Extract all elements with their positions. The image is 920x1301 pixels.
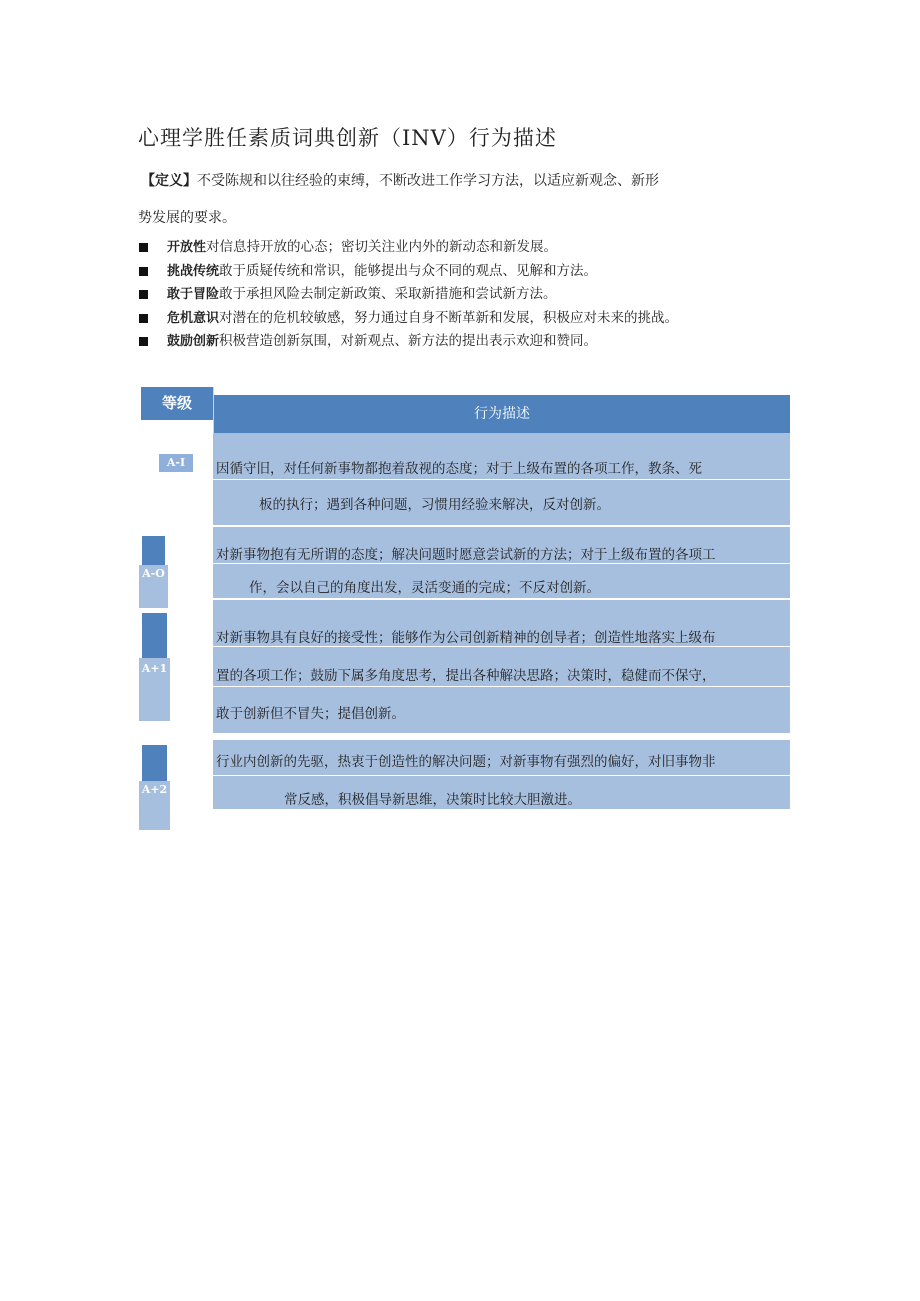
square-bullet-icon xyxy=(139,267,148,276)
list-item xyxy=(139,236,678,260)
bullet-text: 敢于承担风险去制定新政策、采取新措施和尝试新方法。 xyxy=(219,286,557,302)
list-item xyxy=(139,283,678,307)
level-badge-a-plus-1: A+1 xyxy=(139,658,170,721)
list-item xyxy=(139,260,678,284)
list-item xyxy=(139,307,678,331)
bullet-term: 开放性 xyxy=(167,240,207,255)
bullet-list xyxy=(139,236,678,354)
description-column-header: 行为描述 xyxy=(214,395,790,433)
bullet-term: 挑战传统 xyxy=(167,263,220,279)
bullet-text: 敢于质疑传统和常识，能够提出与众不同的观点、见解和方法。 xyxy=(219,262,598,279)
row-text-line: 板的执行；遇到各种问题，习惯用经验来解决，反对创新。 xyxy=(259,497,610,513)
list-item xyxy=(139,330,678,354)
definition-line-2: 势发展的要求。 xyxy=(138,210,236,226)
row-text-line: 行业内创新的先驱，热衷于创造性的解决问题；对新事物有强烈的偏好，对旧事物非 xyxy=(216,754,716,770)
bullet-text: 积极营造创新氛围，对新观点、新方法的提出表示欢迎和赞同。 xyxy=(219,333,598,349)
definition-label: 【定义】 xyxy=(141,173,197,189)
row-text-line: 敢于创新但不冒失；提倡创新。 xyxy=(216,706,405,722)
bullet-term: 鼓励创新 xyxy=(167,334,220,349)
level-column-header: 等级 xyxy=(141,387,213,420)
definition-line-1 xyxy=(141,170,659,190)
bullet-term: 危机意识 xyxy=(167,310,220,326)
row-text-line: 对新事物抱有无所谓的态度；解决问题时愿意尝试新的方法；对于上级布置的各项工 xyxy=(216,547,716,563)
row-text-line: 置的各项工作；鼓励下属多角度思考，提出各种解决思路；决策时，稳健而不保守， xyxy=(216,668,716,684)
bullet-text: 对潜在的危机较敏感，努力通过自身不断革新和发展，积极应对未来的挑战。 xyxy=(219,309,679,326)
bullet-text: 对信息持开放的心态；密切关注业内外的新动态和新发展。 xyxy=(206,239,558,255)
table-row xyxy=(213,433,790,525)
square-bullet-icon xyxy=(139,337,148,346)
table-row xyxy=(213,600,790,733)
square-bullet-icon xyxy=(139,243,148,252)
definition-text-1: 不受陈规和以往经验的束缚，不断改进工作学习方法，以适应新观念、新形 xyxy=(197,173,659,189)
level-badge-top xyxy=(142,613,167,658)
row-text-line: 对新事物具有良好的接受性；能够作为公司创新精神的创导者；创造性地落实上级布 xyxy=(216,630,716,646)
level-badge-a-plus-2: A+2 xyxy=(139,781,170,830)
row-text-line: 常反感，积极倡导新思维，决策时比较大胆激进。 xyxy=(284,792,581,808)
page-title: 心理学胜任素质词典创新（INV）行为描述 xyxy=(138,126,557,150)
level-badge-top xyxy=(142,745,167,781)
level-badge-a-o: A-O xyxy=(139,565,168,608)
row-text-line: 因循守旧，对任何新事物都抱着敌视的态度；对于上级布置的各项工作，教条、死 xyxy=(216,461,702,477)
bullet-term: 敢于冒险 xyxy=(167,287,220,302)
level-badge-top xyxy=(142,536,165,565)
square-bullet-icon xyxy=(139,290,148,299)
table-row xyxy=(213,527,790,598)
level-badge-a-i: A-I xyxy=(159,454,193,472)
row-text-line: 作，会以自己的角度出发，灵活变通的完成；不反对创新。 xyxy=(249,580,600,596)
square-bullet-icon xyxy=(139,314,148,323)
table-row xyxy=(213,740,790,809)
